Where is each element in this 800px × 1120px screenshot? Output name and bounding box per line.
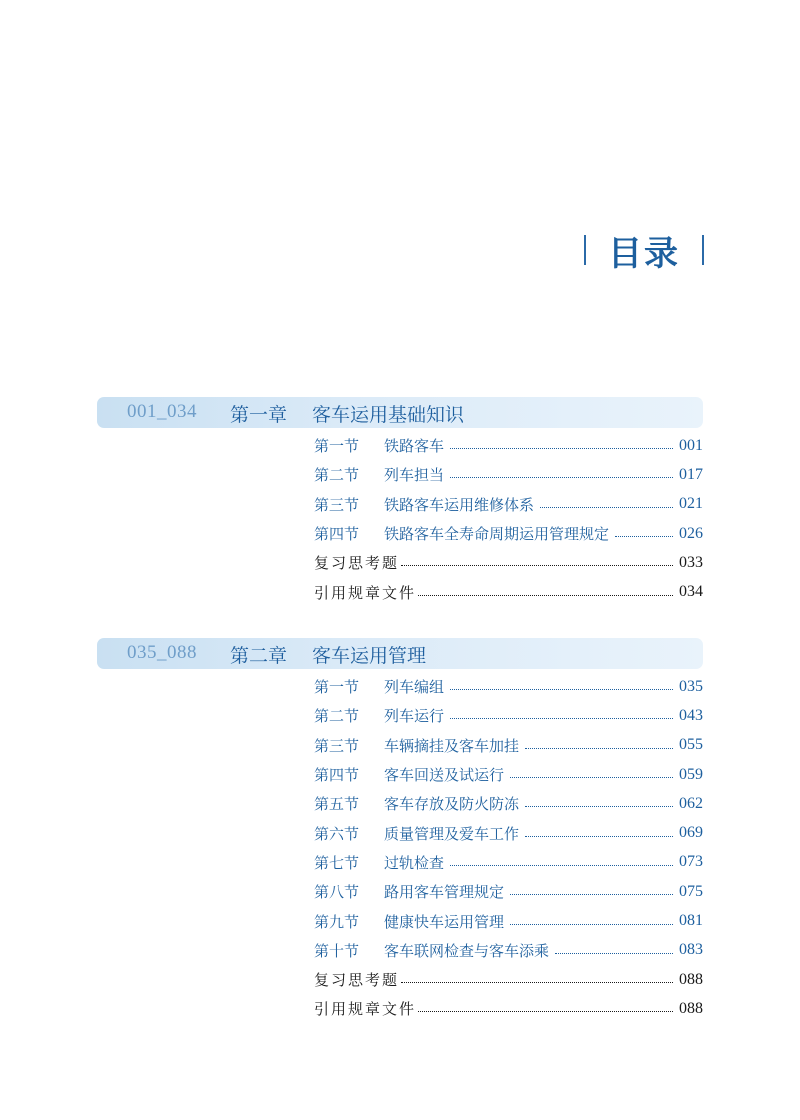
- chapter-page-range: 035_088: [127, 642, 197, 663]
- title-right-bar: [702, 235, 704, 265]
- page-number: 055: [679, 736, 703, 754]
- section-title: 过轨检查: [384, 853, 445, 872]
- dot-leader: [555, 953, 673, 954]
- toc-entry[interactable]: [314, 818, 703, 847]
- page-number: 035: [679, 677, 703, 695]
- toc-entry[interactable]: [314, 848, 703, 877]
- section-number: 第三节: [314, 495, 360, 514]
- page-number: 083: [679, 941, 703, 959]
- title-left-bar: [584, 235, 586, 265]
- section-number: 第一节: [314, 437, 360, 456]
- section-title: 列车编组: [384, 678, 445, 697]
- toc-entry-review[interactable]: [314, 548, 703, 577]
- section-number: 第七节: [314, 853, 360, 872]
- toc-entry[interactable]: [314, 906, 703, 935]
- chapter-header: [97, 638, 703, 669]
- section-title: 列车担当: [384, 466, 445, 485]
- section-number: 第五节: [314, 795, 360, 814]
- page-number: 021: [679, 495, 703, 513]
- dot-leader: [510, 924, 673, 925]
- section-number: 第二节: [314, 707, 360, 726]
- chapter-title: 客车运用基础知识: [312, 404, 465, 426]
- section-number: 第九节: [314, 912, 360, 931]
- chapter-1: [97, 397, 703, 607]
- dot-leader: [540, 507, 673, 508]
- dot-leader: [615, 536, 673, 537]
- entry-title: 引用规章文件: [314, 583, 417, 602]
- toc-entry[interactable]: [314, 877, 703, 906]
- section-title: 客车联网检查与客车添乘: [384, 941, 550, 960]
- page-number: 088: [679, 970, 703, 988]
- chapter-2: [97, 638, 703, 1024]
- section-title: 铁路客车全寿命周期运用管理规定: [384, 525, 610, 544]
- page-number: 001: [679, 436, 703, 454]
- dot-leader: [525, 748, 673, 749]
- dot-leader: [401, 565, 673, 566]
- page-number: 034: [679, 583, 703, 601]
- page-title: 目录: [608, 233, 680, 274]
- toc-entry[interactable]: [314, 431, 703, 460]
- page-number: 017: [679, 465, 703, 483]
- section-title: 路用客车管理规定: [384, 883, 505, 902]
- toc-entry-regulations[interactable]: [314, 577, 703, 606]
- section-title: 铁路客车: [384, 437, 445, 456]
- toc-entry[interactable]: [314, 490, 703, 519]
- dot-leader: [525, 806, 673, 807]
- chapter-label: 第一章: [230, 404, 288, 426]
- section-number: 第六节: [314, 824, 360, 843]
- entry-title: 复习思考题: [314, 554, 400, 573]
- toc-entry[interactable]: [314, 460, 703, 489]
- page-number: 088: [679, 999, 703, 1017]
- toc-entry[interactable]: [314, 519, 703, 548]
- page-number: 059: [679, 765, 703, 783]
- dot-leader: [525, 836, 673, 837]
- entry-title: 复习思考题: [314, 971, 400, 990]
- section-title: 健康快车运用管理: [384, 912, 505, 931]
- page-number: 069: [679, 824, 703, 842]
- section-title: 质量管理及爱车工作: [384, 824, 520, 843]
- dot-leader: [450, 865, 673, 866]
- section-title: 客车存放及防火防冻: [384, 795, 520, 814]
- toc-entry[interactable]: [314, 760, 703, 789]
- section-number: 第一节: [314, 678, 360, 697]
- dot-leader: [418, 595, 673, 596]
- entry-title: 引用规章文件: [314, 1000, 417, 1019]
- dot-leader: [450, 477, 673, 478]
- section-title: 铁路客车运用维修体系: [384, 495, 535, 514]
- toc-entry-regulations[interactable]: [314, 994, 703, 1023]
- dot-leader: [510, 894, 673, 895]
- page-number: 075: [679, 882, 703, 900]
- chapter-header: [97, 397, 703, 428]
- section-number: 第八节: [314, 883, 360, 902]
- section-number: 第四节: [314, 766, 360, 785]
- toc-entry[interactable]: [314, 936, 703, 965]
- chapter-entries: [97, 672, 703, 1024]
- page-number: 026: [679, 524, 703, 542]
- toc-entry[interactable]: [314, 672, 703, 701]
- chapter-label: 第二章: [230, 645, 288, 667]
- section-number: 第二节: [314, 466, 360, 485]
- toc-title-block: [584, 226, 704, 274]
- section-number: 第十节: [314, 941, 360, 960]
- dot-leader: [450, 689, 673, 690]
- chapter-page-range: 001_034: [127, 401, 197, 422]
- section-title: 列车运行: [384, 707, 445, 726]
- section-title: 客车回送及试运行: [384, 766, 505, 785]
- section-title: 车辆摘挂及客车加挂: [384, 736, 520, 755]
- dot-leader: [510, 777, 673, 778]
- page-number: 033: [679, 553, 703, 571]
- chapter-entries: [97, 431, 703, 607]
- section-number: 第三节: [314, 736, 360, 755]
- section-number: 第四节: [314, 525, 360, 544]
- page-number: 043: [679, 706, 703, 724]
- toc-entry[interactable]: [314, 789, 703, 818]
- dot-leader: [401, 982, 673, 983]
- dot-leader: [418, 1011, 673, 1012]
- toc-entry[interactable]: [314, 701, 703, 730]
- page-number: 081: [679, 912, 703, 930]
- chapter-title: 客车运用管理: [312, 645, 427, 667]
- page-number: 062: [679, 794, 703, 812]
- dot-leader: [450, 448, 673, 449]
- page-number: 073: [679, 853, 703, 871]
- dot-leader: [450, 718, 673, 719]
- toc-entry-review[interactable]: [314, 965, 703, 994]
- toc-entry[interactable]: [314, 731, 703, 760]
